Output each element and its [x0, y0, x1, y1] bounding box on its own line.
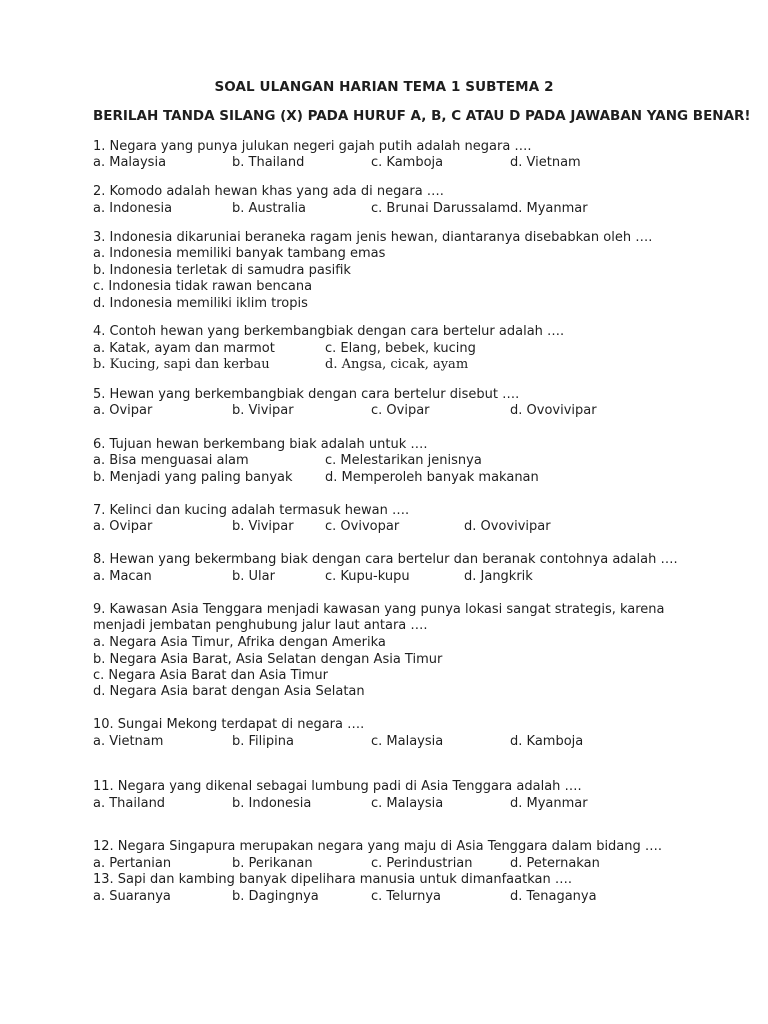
question-3-option-c: c. Indonesia tidak rawan bencana — [93, 279, 313, 294]
question-9-text-continued: menjadi jembatan penghubung jalur laut antara …. — [93, 618, 428, 633]
question-13-text: 13. Sapi dan kambing banyak dipelihara manusia untuk dimanfaatkan …. — [93, 872, 572, 887]
question-5-option-c: c. Ovipar — [371, 403, 430, 418]
question-11-option-b: b. Indonesia — [232, 796, 312, 811]
question-2-option-a: a. Indonesia — [93, 201, 173, 216]
question-2-option-c: c. Brunai Darussalam — [371, 201, 511, 216]
question-13-option-c: c. Telurnya — [371, 889, 442, 904]
question-2-text: 2. Komodo adalah hewan khas yang ada di negara …. — [93, 184, 444, 199]
question-10-option-a: a. Vietnam — [93, 734, 164, 749]
question-4-option-b: b. Kucing, sapi dan kerbau — [93, 357, 270, 372]
question-10-option-b: b. Filipina — [232, 734, 294, 749]
question-11-option-d: d. Myanmar — [510, 796, 588, 811]
question-12-option-a: a. Pertanian — [93, 856, 172, 871]
question-2-option-d: d. Myanmar — [510, 201, 588, 216]
question-8-option-c: c. Kupu-kupu — [325, 569, 410, 584]
question-7-option-c: c. Ovivopar — [325, 519, 400, 534]
question-9-option-a: a. Negara Asia Timur, Afrika dengan Amerika — [93, 635, 386, 650]
question-13-option-a: a. Suaranya — [93, 889, 171, 904]
question-5-option-a: a. Ovipar — [93, 403, 153, 418]
instruction-text: BERILAH TANDA SILANG (X) PADA HURUF A, B, C ATAU D PADA JAWABAN YANG BENAR! — [93, 108, 751, 124]
question-8-option-a: a. Macan — [93, 569, 152, 584]
question-12-option-b: b. Perikanan — [232, 856, 313, 871]
question-9-text: 9. Kawasan Asia Tenggara menjadi kawasan yang punya lokasi sangat strategis, karena — [93, 602, 665, 617]
question-3-option-d: d. Indonesia memiliki iklim tropis — [93, 296, 308, 311]
question-12-option-d: d. Peternakan — [510, 856, 600, 871]
question-1-text: 1. Negara yang punya julukan negeri gajah putih adalah negara …. — [93, 139, 532, 154]
question-10-text: 10. Sungai Mekong terdapat di negara …. — [93, 717, 365, 732]
question-6-option-b: b. Menjadi yang paling banyak — [93, 470, 293, 485]
question-7-text: 7. Kelinci dan kucing adalah termasuk hewan …. — [93, 503, 410, 518]
question-13-option-d: d. Tenaganya — [510, 889, 597, 904]
question-11-text: 11. Negara yang dikenal sebagai lumbung padi di Asia Tenggara adalah …. — [93, 779, 582, 794]
question-5-option-b: b. Vivipar — [232, 403, 294, 418]
question-6-option-c: c. Melestarikan jenisnya — [325, 453, 482, 468]
question-8-text: 8. Hewan yang bekermbang biak dengan cara bertelur dan beranak contohnya adalah …. — [93, 552, 678, 567]
question-6-option-a: a. Bisa menguasai alam — [93, 453, 249, 468]
question-7-option-a: a. Ovipar — [93, 519, 153, 534]
question-3-option-b: b. Indonesia terletak di samudra pasifik — [93, 263, 351, 278]
question-3-option-a: a. Indonesia memiliki banyak tambang emas — [93, 246, 386, 261]
question-4-option-a: a. Katak, ayam dan marmot — [93, 341, 275, 356]
question-8-option-b: b. Ular — [232, 569, 275, 584]
question-9-option-b: b. Negara Asia Barat, Asia Selatan dengan Asia Timur — [93, 652, 443, 667]
question-5-text: 5. Hewan yang berkembangbiak dengan cara bertelur disebut …. — [93, 387, 520, 402]
question-4-option-d: d. Angsa, cicak, ayam — [325, 357, 469, 372]
question-1-option-a: a. Malaysia — [93, 155, 167, 170]
question-4-option-c: c. Elang, bebek, kucing — [325, 341, 476, 356]
question-9-option-c: c. Negara Asia Barat dan Asia Timur — [93, 668, 328, 683]
question-5-option-d: d. Ovovivipar — [510, 403, 597, 418]
question-10-option-d: d. Kamboja — [510, 734, 584, 749]
question-11-option-a: a. Thailand — [93, 796, 166, 811]
question-3-text: 3. Indonesia dikaruniai beraneka ragam jenis hewan, diantaranya disebabkan oleh …. — [93, 230, 653, 245]
question-1-option-c: c. Kamboja — [371, 155, 444, 170]
question-1-option-b: b. Thailand — [232, 155, 305, 170]
page-title: SOAL ULANGAN HARIAN TEMA 1 SUBTEMA 2 — [214, 79, 554, 95]
question-8-option-d: d. Jangkrik — [464, 569, 533, 584]
question-12-option-c: c. Perindustrian — [371, 856, 473, 871]
question-12-text: 12. Negara Singapura merupakan negara yang maju di Asia Tenggara dalam bidang …. — [93, 839, 663, 854]
question-7-option-b: b. Vivipar — [232, 519, 294, 534]
question-1-option-d: d. Vietnam — [510, 155, 581, 170]
question-7-option-d: d. Ovovivipar — [464, 519, 551, 534]
question-10-option-c: c. Malaysia — [371, 734, 444, 749]
question-2-option-b: b. Australia — [232, 201, 307, 216]
question-13-option-b: b. Dagingnya — [232, 889, 319, 904]
question-6-option-d: d. Memperoleh banyak makanan — [325, 470, 539, 485]
question-11-option-c: c. Malaysia — [371, 796, 444, 811]
question-9-option-d: d. Negara Asia barat dengan Asia Selatan — [93, 684, 365, 699]
question-4-text: 4. Contoh hewan yang berkembangbiak dengan cara bertelur adalah …. — [93, 324, 565, 339]
question-6-text: 6. Tujuan hewan berkembang biak adalah untuk …. — [93, 437, 428, 452]
